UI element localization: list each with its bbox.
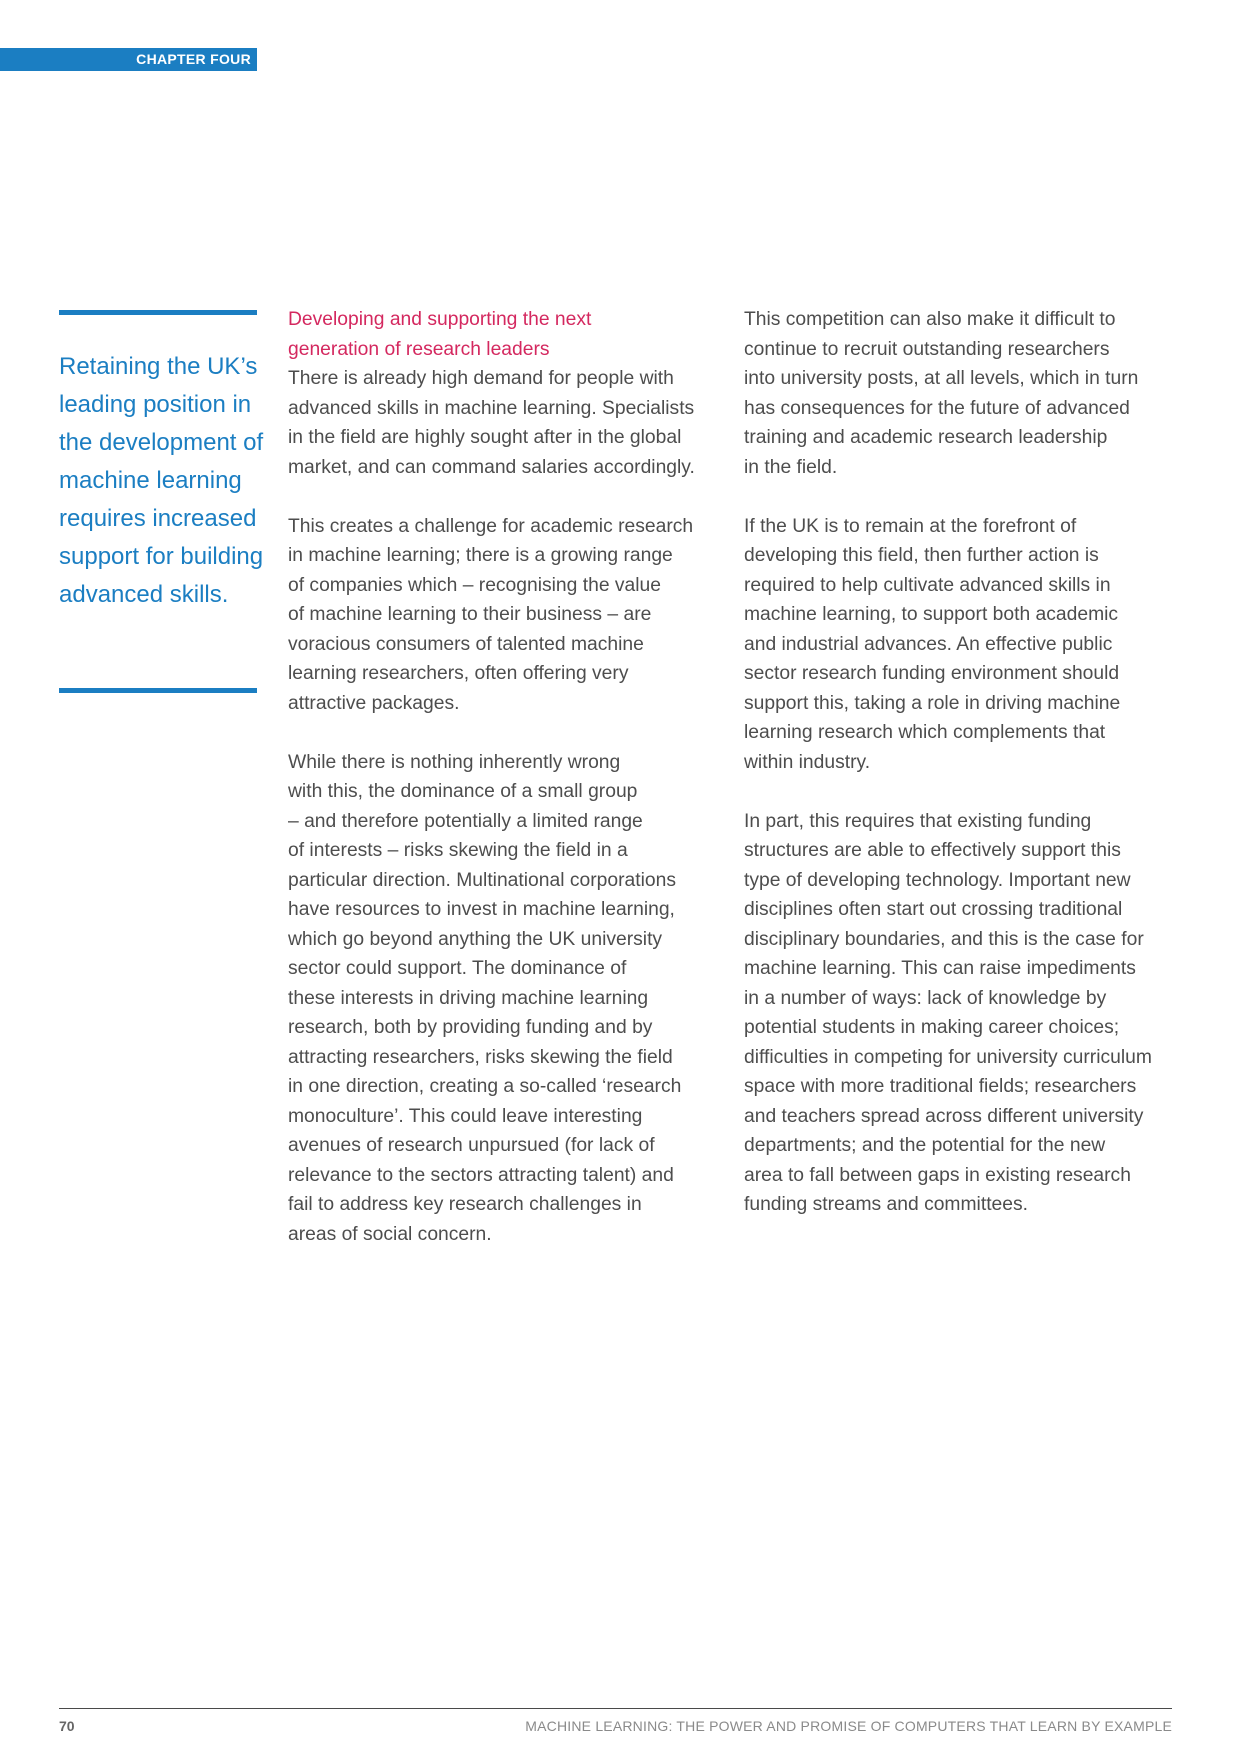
body-paragraph: This creates a challenge for academic research in machine learning; there is a growing range of companies which – recognising the value of machine learning to their business – are voracious consumers of talented machine learning researchers, often offering very attractive packages. [288, 515, 694, 714]
body-paragraph: In part, this requires that existing funding structures are able to effectively support this type of developing technology. Important new disciplines often start out crossing traditional disciplinary boundaries, and this is the case for machine learning. This can raise impediments in a number of ways: lack of knowledge by potential students in making career choices; difficulties in competing for university curriculum space with more traditional fields; researchers and teachers spread across different university departments; and the potential for the new area to fall between gaps in existing research funding streams and committees. [744, 810, 1152, 1215]
pullquote-top-rule [59, 310, 257, 315]
section-subheading: Developing and supporting the next generation of research leaders [288, 309, 592, 360]
body-column-right [744, 305, 1184, 1249]
pullquote-bottom-rule [59, 688, 257, 693]
chapter-label: CHAPTER FOUR [0, 48, 257, 71]
running-title: MACHINE LEARNING: THE POWER AND PROMISE OF COMPUTERS THAT LEARN BY EXAMPLE [525, 1718, 1172, 1734]
body-paragraph: If the UK is to remain at the forefront of developing this field, then further action is required to help cultivate advanced skills in machine learning, to support both academic and industrial advances. An effective public sector research funding environment should support this, taking a role in driving machine learning research which complements that within industry. [744, 515, 1121, 773]
footer-divider [59, 1708, 1172, 1709]
body-paragraph: There is already high demand for people with advanced skills in machine learning. Specialists in the field are highly sought after in the global market, and can command salaries accordingly. [288, 368, 695, 478]
body-column-left [288, 305, 718, 1279]
pullquote: Retaining the UK’s leading position in the development of machine learning requires increased support for building advanced skills. [59, 353, 264, 608]
body-paragraph: This competition can also make it difficult to continue to recruit outstanding researchers into university posts, at all levels, which in turn has consequences for the future of advanced training and academic research leadership in the field. [744, 309, 1139, 478]
page-number: 70 [59, 1718, 75, 1734]
body-paragraph: While there is nothing inherently wrong with this, the dominance of a small group – and therefore potentially a limited range of interests – risks skewing the field in a particular direction. Multinational corporations have resources to invest in machine learning, which go beyond anything the UK university sector could support. The dominance of these interests in driving machine learning research, both by providing funding and by attracting researchers, risks skewing the field in one direction, creating a so-called ‘research monoculture’. This could leave interesting avenues of research unpursued (for lack of relevance to the sectors attracting talent) and fail to address key research challenges in areas of social concern. [288, 751, 682, 1245]
